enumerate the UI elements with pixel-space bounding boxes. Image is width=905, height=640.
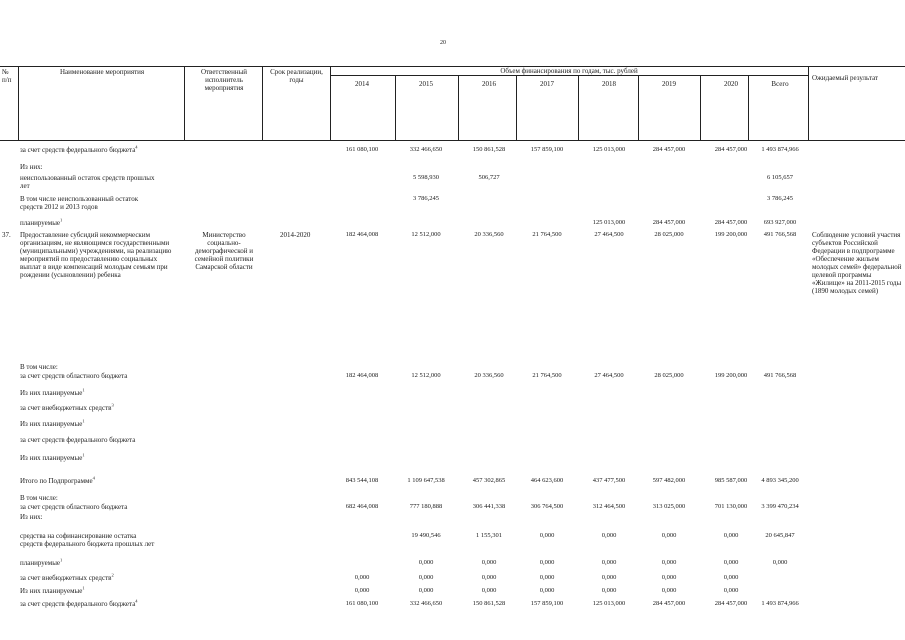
row2-cell-15-2: 150 861,528 bbox=[472, 600, 506, 607]
item37-cell-7: 491 766,568 bbox=[763, 231, 797, 238]
item37-result: Соблюдение условий участия субъектов Российской Федерации в подпрограмме «Обеспечение жильем молодых семей» федеральной целевой программы «Жилище» на 2011-2015 годы (1890 молодых семей) bbox=[812, 231, 902, 295]
item37-cell-4: 27 464,500 bbox=[594, 231, 624, 238]
row2-cell-7-4: 437 477,500 bbox=[592, 477, 626, 484]
row2-cell-11-4: 0,000 bbox=[601, 532, 617, 539]
row-label-4: планируемые$^1$ bbox=[20, 217, 63, 227]
row2-cell-1-0: 182 464,008 bbox=[345, 372, 379, 379]
row-cell-0-3: 157 859,100 bbox=[530, 146, 564, 153]
header-year-5: 2019 bbox=[662, 80, 676, 88]
item37-cell-0: 182 464,008 bbox=[345, 231, 379, 238]
row2-cell-1-5: 28 025,000 bbox=[654, 372, 684, 379]
row2-cell-12-2: 0,000 bbox=[481, 559, 497, 566]
row2-cell-12-4: 0,000 bbox=[601, 559, 617, 566]
row2-cell-9-1: 777 180,888 bbox=[409, 503, 443, 510]
item37-cell-6: 199 200,000 bbox=[714, 231, 748, 238]
row-cell-4-5: 284 457,000 bbox=[652, 219, 686, 226]
header-years-rule bbox=[330, 75, 809, 76]
row2-label-5: за счет средств федерального бюджета bbox=[20, 436, 136, 444]
row-cell-2-7: 6 105,657 bbox=[767, 174, 793, 181]
row2-cell-13-5: 0,000 bbox=[661, 574, 677, 581]
row2-cell-1-6: 199 200,000 bbox=[714, 372, 748, 379]
row2-cell-14-2: 0,000 bbox=[481, 587, 497, 594]
page-number: 20 bbox=[440, 40, 446, 46]
row-cell-2-2: 506,727 bbox=[478, 174, 500, 181]
row-cell-3-7: 3 786,245 bbox=[767, 195, 793, 202]
header-responsible: Ответственный исполнитель мероприятия bbox=[200, 68, 248, 92]
row2-cell-1-3: 21 764,500 bbox=[532, 372, 562, 379]
row2-cell-11-3: 0,000 bbox=[539, 532, 555, 539]
row2-cell-14-3: 0,000 bbox=[539, 587, 555, 594]
row2-cell-13-4: 0,000 bbox=[601, 574, 617, 581]
row2-cell-9-5: 313 025,000 bbox=[652, 503, 686, 510]
row2-cell-1-2: 20 336,560 bbox=[474, 372, 504, 379]
item37-name: Предоставление субсидий некоммерческим организациям, не являющимся государственными (муниципальными) учреждениями, на реализацию мероприятий по предоставлению социальных выплат в виде компенсаций молодым семьям при рождении (усыновлении) ребенка bbox=[20, 231, 172, 279]
row2-label-14: Из них планируемые$^1$ bbox=[20, 585, 85, 595]
row2-cell-15-3: 157 859,100 bbox=[530, 600, 564, 607]
row-cell-0-5: 284 457,000 bbox=[652, 146, 686, 153]
row2-cell-12-3: 0,000 bbox=[539, 559, 555, 566]
item37-term: 2014-2020 bbox=[280, 231, 311, 239]
header-year-2: 2016 bbox=[482, 80, 496, 88]
row2-cell-14-6: 0,000 bbox=[723, 587, 739, 594]
row2-cell-13-6: 0,000 bbox=[723, 574, 739, 581]
row2-cell-14-0: 0,000 bbox=[354, 587, 370, 594]
row2-cell-11-7: 20 645,847 bbox=[765, 532, 795, 539]
row2-cell-7-2: 457 302,865 bbox=[472, 477, 506, 484]
row2-cell-9-3: 306 764,500 bbox=[530, 503, 564, 510]
row-cell-4-4: 125 013,000 bbox=[592, 219, 626, 226]
row2-cell-15-5: 284 457,000 bbox=[652, 600, 686, 607]
row2-label-8: В том числе: bbox=[20, 494, 58, 502]
header-term: Срок реализации, годы bbox=[270, 68, 323, 84]
row2-cell-15-0: 161 080,100 bbox=[345, 600, 379, 607]
row-cell-0-2: 150 861,528 bbox=[472, 146, 506, 153]
header-year-1: 2015 bbox=[419, 80, 433, 88]
row2-cell-9-0: 682 464,008 bbox=[345, 503, 379, 510]
header-bottom-rule bbox=[0, 140, 905, 141]
row2-label-13: за счет внебюджетных средств$^2$ bbox=[20, 572, 114, 582]
row2-cell-15-4: 125 013,000 bbox=[592, 600, 626, 607]
header-name: Наименование мероприятия bbox=[60, 68, 145, 76]
row2-cell-11-6: 0,000 bbox=[723, 532, 739, 539]
row2-cell-11-5: 0,000 bbox=[661, 532, 677, 539]
header-result: Ожидаемый результат bbox=[812, 74, 879, 82]
row-cell-0-1: 332 466,650 bbox=[409, 146, 443, 153]
item37-cell-3: 21 764,500 bbox=[532, 231, 562, 238]
row2-cell-13-3: 0,000 bbox=[539, 574, 555, 581]
row2-label-12: планируемые$^1$ bbox=[20, 557, 63, 567]
header-num: № п/п bbox=[2, 68, 12, 84]
row2-label-2: Из них планируемые$^1$ bbox=[20, 387, 85, 397]
row-cell-4-6: 284 457,000 bbox=[714, 219, 748, 226]
row2-cell-12-1: 0,000 bbox=[418, 559, 434, 566]
row-cell-0-0: 161 080,100 bbox=[345, 146, 379, 153]
header-year-3: 2017 bbox=[540, 80, 554, 88]
row2-cell-12-6: 0,000 bbox=[723, 559, 739, 566]
row2-cell-12-5: 0,000 bbox=[661, 559, 677, 566]
row2-cell-13-1: 0,000 bbox=[418, 574, 434, 581]
row2-cell-13-0: 0,000 bbox=[354, 574, 370, 581]
row2-cell-7-5: 597 482,000 bbox=[652, 477, 686, 484]
header-funding: Объем финансирования по годам, тыс. рублей bbox=[500, 67, 638, 75]
row2-label-1: за счет средств областного бюджета bbox=[20, 372, 128, 380]
row2-cell-9-2: 306 441,338 bbox=[472, 503, 506, 510]
item37-cell-1: 12 512,000 bbox=[411, 231, 441, 238]
row2-cell-7-3: 464 623,600 bbox=[530, 477, 564, 484]
row2-label-11: средства на софинансирование остатка средств федерального бюджета прошлых лет bbox=[20, 532, 155, 548]
row2-cell-7-1: 1 109 647,538 bbox=[407, 477, 445, 484]
row-label-2: неиспользованный остаток средств прошлых лет bbox=[20, 174, 155, 190]
header-year-0: 2014 bbox=[355, 80, 369, 88]
row2-label-3: за счет внебюджетных средств$^3$ bbox=[20, 402, 114, 412]
row2-cell-13-2: 0,000 bbox=[481, 574, 497, 581]
row-cell-0-4: 125 013,000 bbox=[592, 146, 626, 153]
item37-responsible: Министерство социально-демографической и семейной политики Самарской области bbox=[194, 231, 254, 271]
row-cell-2-1: 5 598,930 bbox=[413, 174, 439, 181]
row2-cell-9-7: 3 399 470,234 bbox=[761, 503, 799, 510]
row2-cell-9-6: 701 130,000 bbox=[714, 503, 748, 510]
row2-cell-15-7: 1 493 874,966 bbox=[761, 600, 799, 607]
header-year-7: Всего bbox=[771, 80, 789, 88]
row2-cell-7-7: 4 893 345,200 bbox=[761, 477, 799, 484]
item37-num: 37. bbox=[2, 231, 11, 239]
row2-cell-7-0: 843 544,108 bbox=[345, 477, 379, 484]
row2-label-6: Из них планируемые$^1$ bbox=[20, 452, 85, 462]
row2-label-15: за счет средств федерального бюджета$^4$ bbox=[20, 598, 138, 608]
row2-cell-15-1: 332 466,650 bbox=[409, 600, 443, 607]
row2-cell-15-6: 284 457,000 bbox=[714, 600, 748, 607]
row2-cell-1-1: 12 512,000 bbox=[411, 372, 441, 379]
row-cell-0-7: 1 493 874,966 bbox=[761, 146, 799, 153]
row2-cell-1-7: 491 766,568 bbox=[763, 372, 797, 379]
row2-label-9: за счет средств областного бюджета bbox=[20, 503, 128, 511]
row2-cell-14-5: 0,000 bbox=[661, 587, 677, 594]
row-label-1: Из них: bbox=[20, 163, 43, 171]
row2-label-7: Итого по Подпрограмме$^4$ bbox=[20, 475, 95, 485]
row2-cell-9-4: 312 464,500 bbox=[592, 503, 626, 510]
item37-cell-5: 28 025,000 bbox=[654, 231, 684, 238]
row2-label-10: Из них: bbox=[20, 513, 43, 521]
row2-cell-1-4: 27 464,500 bbox=[594, 372, 624, 379]
row2-cell-14-4: 0,000 bbox=[601, 587, 617, 594]
row2-label-4: Из них планируемые$^1$ bbox=[20, 418, 85, 428]
row2-cell-14-1: 0,000 bbox=[418, 587, 434, 594]
row-cell-3-1: 3 786,245 bbox=[413, 195, 439, 202]
row-cell-0-6: 284 457,000 bbox=[714, 146, 748, 153]
header-year-4: 2018 bbox=[602, 80, 616, 88]
row-label-3: В том числе неиспользованный остаток средств 2012 и 2013 годов bbox=[20, 195, 139, 211]
row2-cell-12-7: 0,000 bbox=[772, 559, 788, 566]
row-cell-4-7: 693 927,000 bbox=[763, 219, 797, 226]
row2-cell-11-1: 19 490,546 bbox=[411, 532, 441, 539]
item37-cell-2: 20 336,560 bbox=[474, 231, 504, 238]
row-label-0: за счет средств федерального бюджета$^4$ bbox=[20, 144, 138, 154]
header-year-6: 2020 bbox=[724, 80, 738, 88]
row2-cell-11-2: 1 155,301 bbox=[476, 532, 502, 539]
row2-label-0: В том числе: bbox=[20, 363, 58, 371]
row2-cell-7-6: 985 587,000 bbox=[714, 477, 748, 484]
